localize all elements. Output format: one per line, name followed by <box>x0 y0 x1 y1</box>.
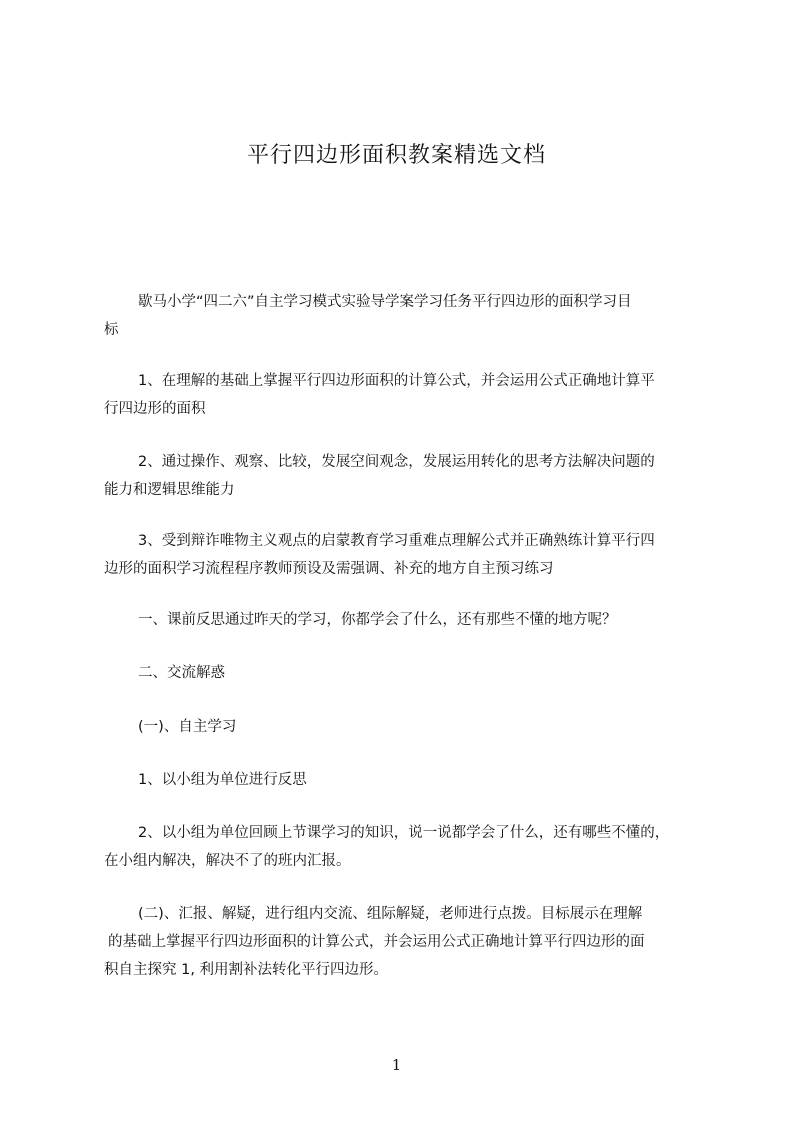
paragraph-line: 的基础上掌握平行四边形面积的计算公式，并会运用公式正确地计算平行四边形的面 <box>108 934 645 950</box>
paragraph-goal-3 <box>104 527 716 583</box>
paragraph-subsection-one <box>104 713 716 741</box>
paragraph-step-1 <box>104 766 716 794</box>
paragraph-line: 边形的面积学习流程程序教师预设及需强调、补充的地方自主预习练习 <box>104 561 554 577</box>
paragraph-line: 行四边形的面积 <box>104 401 206 417</box>
paragraph-goal-1 <box>104 367 716 423</box>
paragraph-section-two <box>104 659 716 687</box>
paragraph-step-2 <box>104 819 716 875</box>
paragraph-line: 能力和逻辑思维能力 <box>104 482 235 498</box>
paragraph-line: (一)、自主学习 <box>138 719 237 735</box>
paragraph-line: 在小组内解决，解决不了的班内汇报。 <box>104 853 351 869</box>
paragraph-goal-2 <box>104 448 716 504</box>
document-title: 平行四边形面积教案精选文档 <box>246 143 546 168</box>
paragraph-line: (二)、汇报、解疑，进行组内交流、组际解疑，老师进行点拨。目标展示在理解 <box>138 906 643 922</box>
paragraph-line: 歇马小学“四二六”自主学习模式实验导学案学习任务平行四边形的面积学习目 <box>138 294 632 310</box>
paragraph-line: 积自主探究 1, 利用割补法转化平行四边形。 <box>104 962 389 978</box>
paragraph-line: 2、通过操作、观察、比较，发展空间观念，发展运用转化的思考方法解决问题的 <box>138 454 655 470</box>
paragraph-line: 标 <box>104 322 119 338</box>
paragraph-line: 一、课前反思通过昨天的学习，你都学会了什么，还有那些不懂的地方呢？ <box>138 612 617 628</box>
paragraph-line: 2、以小组为单位回顾上节课学习的知识，说一说都学会了什么，还有哪些不懂的， <box>138 825 670 841</box>
paragraph-subsection-two <box>104 900 716 984</box>
paragraph-line: 3、受到辩诈唯物主义观点的启蒙教育学习重难点理解公式并正确熟练计算平行四 <box>138 533 655 549</box>
paragraph-line: 1、以小组为单位进行反思 <box>138 772 307 788</box>
paragraph-learning-goals <box>104 288 716 344</box>
paragraph-line: 二、交流解惑 <box>138 665 225 681</box>
paragraph-line: 1、在理解的基础上掌握平行四边形面积的计算公式，并会运用公式正确地计算平 <box>138 373 655 389</box>
page-number: 1 <box>391 1056 402 1074</box>
paragraph-section-one <box>104 606 716 634</box>
